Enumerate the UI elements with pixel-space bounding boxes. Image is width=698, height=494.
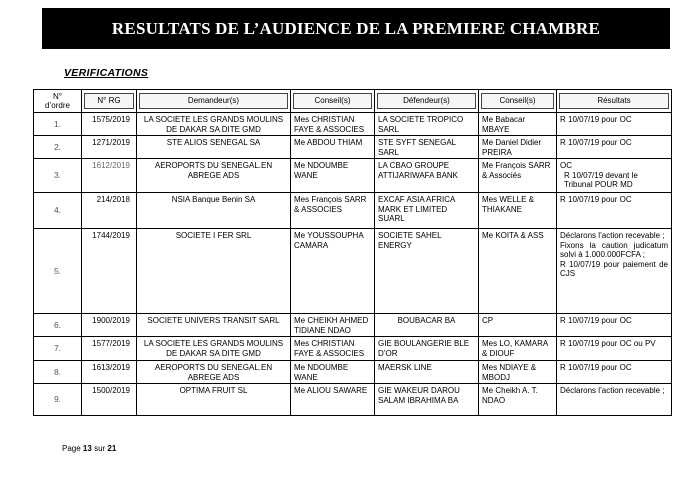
row-defendeur: MAERSK LINE [375, 361, 479, 384]
table-row [34, 361, 672, 384]
row-rg: 1612/2019 [82, 159, 137, 193]
footer-prefix: Page [62, 444, 81, 453]
row-conseil: Me NDOUMBE WANE [291, 159, 375, 193]
row-number: 4. [34, 193, 82, 229]
row-conseil-defendeur: Mes LO, KAMARA & DIOUF [479, 337, 557, 361]
row-number: 5. [34, 229, 82, 314]
row-rg: 1900/2019 [82, 314, 137, 337]
table-row [34, 193, 672, 229]
row-number: 2. [34, 136, 82, 159]
footer-total-pages: 21 [107, 444, 117, 453]
table-row [34, 229, 672, 314]
footer-sep: sur [94, 444, 106, 453]
row-conseil: Me ABDOU THIAM [291, 136, 375, 159]
section-title: VERIFICATIONS [64, 67, 149, 79]
header-order-line1: N° [53, 92, 62, 101]
footer-current-page: 13 [82, 444, 92, 453]
table-row [34, 113, 672, 136]
table-row [34, 384, 672, 416]
results-table [33, 89, 672, 416]
row-demandeur: SOCIETE UNIVERS TRANSIT SARL [137, 314, 291, 337]
row-resultat [557, 229, 672, 314]
header-order-line2: d’ordre [45, 101, 70, 110]
header-conseil: Conseil(s) [291, 90, 375, 113]
row-demandeur: SOCIETE I FER SRL [137, 229, 291, 314]
row-conseil-defendeur: Me Daniel Didier PREIRA [479, 136, 557, 159]
row-conseil-defendeur: Me François SARR & Associés [479, 159, 557, 193]
row-conseil-defendeur: Me KOITA & ASS [479, 229, 557, 314]
row-conseil: Mes François SARR & ASSOCIES [291, 193, 375, 229]
row-defendeur: STE SYFT SENEGAL SARL [375, 136, 479, 159]
row-resultat: R 10/07/19 pour OC [557, 113, 672, 136]
row-defendeur: EXCAF ASIA AFRICA MARK ET LIMITED SUARL [375, 193, 479, 229]
row-conseil-defendeur: Me Babacar MBAYE [479, 113, 557, 136]
table-row [34, 337, 672, 361]
table-header-row [34, 90, 672, 113]
row-demandeur: LA SOCIETE LES GRANDS MOULINS DE DAKAR SA DITE GMD [137, 113, 291, 136]
row-demandeur: AEROPORTS DU SENEGAL.EN ABREGE ADS [137, 361, 291, 384]
row-rg: 1744/2019 [82, 229, 137, 314]
header-rg: N° RG [82, 90, 137, 113]
row-conseil: Me YOUSSOUPHA CAMARA [291, 229, 375, 314]
row-defendeur: LA CBAO GROUPE ATTIJARIWAFA BANK [375, 159, 479, 193]
page-banner [42, 8, 670, 49]
row-conseil: Mes CHRISTIAN FAYE & ASSOCIES [291, 113, 375, 136]
row-resultat-line: Déclarons l’action recevable ; [560, 231, 665, 240]
row-conseil: Me ALIOU SAWARE [291, 384, 375, 416]
table-row [34, 314, 672, 337]
row-resultat-line: Fixons la caution judicatum solvi à 1.000.000FCFA ; [560, 240, 668, 259]
row-resultat: R 10/07/19 pour OC ou PV [557, 337, 672, 361]
row-resultat: Déclarons l’action recevable ; [557, 384, 672, 416]
header-resultats: Résultats [557, 90, 672, 113]
row-demandeur: LA SOCIETE LES GRANDS MOULINS DE DAKAR SA DITE GMD [137, 337, 291, 361]
row-resultat [557, 159, 672, 193]
row-number: 6. [34, 314, 82, 337]
row-number: 8. [34, 361, 82, 384]
row-conseil-defendeur: Me Cheikh A. T. NDAO [479, 384, 557, 416]
header-order [34, 90, 82, 113]
row-rg: 1575/2019 [82, 113, 137, 136]
row-conseil-defendeur: Mes WELLE & THIAKANE [479, 193, 557, 229]
row-number: 9. [34, 384, 82, 416]
row-demandeur: OPTIMA FRUIT SL [137, 384, 291, 416]
banner-title: RESULTATS DE L’AUDIENCE DE LA PREMIERE CHAMBRE [111, 18, 601, 38]
row-conseil-defendeur: CP [479, 314, 557, 337]
row-rg: 1577/2019 [82, 337, 137, 361]
row-conseil: Mes CHRISTIAN FAYE & ASSOCIES [291, 337, 375, 361]
row-resultat: R 10/07/19 pour OC [557, 314, 672, 337]
row-rg: 1500/2019 [82, 384, 137, 416]
header-demandeur: Demandeur(s) [137, 90, 291, 113]
row-resultat-line: R 10/07/19 devant le Tribunal POUR MD [564, 170, 638, 189]
row-resultat-line: OC [560, 161, 572, 170]
table-row [34, 136, 672, 159]
header-defendeur: Défendeur(s) [375, 90, 479, 113]
row-rg: 214/2018 [82, 193, 137, 229]
row-rg: 1271/2019 [82, 136, 137, 159]
row-resultat-line: R 10/07/19 pour paiement de CJS [560, 259, 668, 278]
row-defendeur: GIE BOULANGERIE BLE D’OR [375, 337, 479, 361]
page-footer [62, 444, 116, 453]
row-defendeur: LA SOCIETE TROPICO SARL [375, 113, 479, 136]
header-conseil-defendeur: Conseil(s) [479, 90, 557, 113]
row-demandeur: AEROPORTS DU SENEGAL.EN ABREGE ADS [137, 159, 291, 193]
row-conseil-defendeur: Mes NDIAYE & MBODJ [479, 361, 557, 384]
row-defendeur: BOUBACAR BA [375, 314, 479, 337]
row-resultat: R 10/07/19 pour OC [557, 136, 672, 159]
row-demandeur: NSIA Banque Benin SA [137, 193, 291, 229]
row-rg: 1613/2019 [82, 361, 137, 384]
row-number: 7. [34, 337, 82, 361]
row-defendeur: GIE WAKEUR DAROU SALAM IBRAHIMA BA [375, 384, 479, 416]
row-resultat: R 10/07/19 pour OC [557, 361, 672, 384]
row-defendeur: SOCIETE SAHEL ENERGY [375, 229, 479, 314]
row-number: 3. [34, 159, 82, 193]
row-demandeur: STE ALIOS SENEGAL SA [137, 136, 291, 159]
table-row [34, 159, 672, 193]
row-resultat: R 10/07/19 pour OC [557, 193, 672, 229]
row-conseil: Me CHEIKH AHMED TIDIANE NDAO [291, 314, 375, 337]
row-number: 1. [34, 113, 82, 136]
row-conseil: Me NDOUMBE WANE [291, 361, 375, 384]
